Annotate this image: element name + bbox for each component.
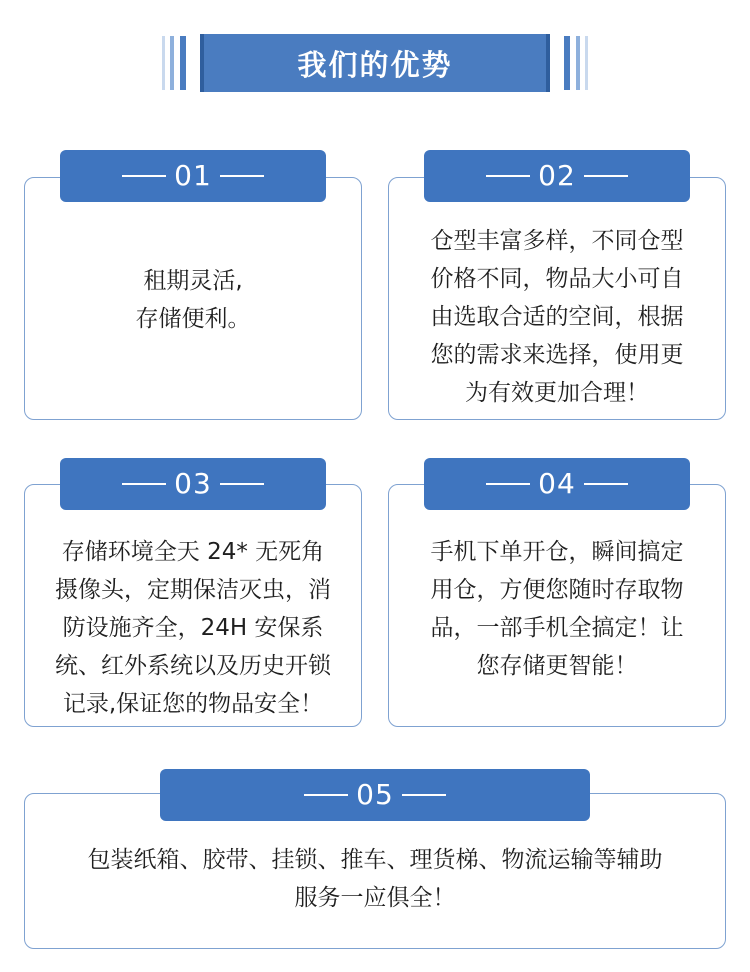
advantage-text [389,222,725,412]
title-stripe-left-3 [180,36,186,90]
text-line: 为有效更加合理！ [465,380,649,406]
text-line: 价格不同，物品大小可自 [430,266,684,292]
text-line: 仓型丰富多样，不同仓型 [430,228,684,254]
text-line: 记录,保证您的物品安全！ [62,691,324,717]
text-line: 摄像头，定期保洁灭虫，消 [55,577,331,603]
text-line: 您存储更智能！ [476,653,638,679]
text-line: 统、红外系统以及历史开锁 [55,653,331,679]
dash-left [122,483,166,485]
advantage-card-01 [24,177,362,420]
dash-left [304,794,348,796]
title-stripe-left-1 [162,36,165,90]
advantage-tab-01 [60,150,326,202]
title-stripe-left-2 [170,36,174,90]
advantage-number: 01 [174,159,212,192]
advantage-text [25,533,361,723]
title-bar [200,34,550,92]
text-line: 存储便利。 [135,306,251,332]
dash-left [122,175,166,177]
text-line: 品，一部手机全搞定！让 [430,615,684,641]
text-line: 用仓，方便您随时存取物 [430,577,684,603]
dash-right [220,175,264,177]
advantage-number: 04 [538,467,576,500]
dash-left [486,483,530,485]
advantage-number: 03 [174,467,212,500]
dash-right [584,483,628,485]
text-line: 您的需求来选择，使用更 [430,342,684,368]
dash-left [486,175,530,177]
title-stripe-right-3 [564,36,570,90]
section-title-banner [160,34,590,92]
text-line: 租期灵活, [143,268,243,294]
title-stripe-right-1 [585,36,588,90]
advantage-text [389,533,725,685]
title-stripe-right-2 [576,36,580,90]
dash-right [220,483,264,485]
advantage-card-04 [388,484,726,727]
advantage-number: 02 [538,159,576,192]
advantage-tab-04 [424,458,690,510]
advantage-card-03 [24,484,362,727]
advantage-text [25,262,361,338]
advantage-number: 05 [356,778,394,811]
text-line: 由选取合适的空间，根据 [430,304,684,330]
advantage-tab-03 [60,458,326,510]
advantage-card-02 [388,177,726,420]
advantage-tab-05 [160,769,590,821]
text-line: 防设施齐全，24H 安保系 [62,615,324,641]
text-line: 服务一应俱全！ [294,885,456,911]
advantage-tab-02 [424,150,690,202]
dash-right [584,175,628,177]
text-line: 手机下单开仓，瞬间搞定 [430,539,684,565]
text-line: 包装纸箱、胶带、挂锁、推车、理货梯、物流运输等辅助 [87,847,663,873]
text-line: 存储环境全天 24* 无死角 [61,539,325,565]
advantage-text [25,841,725,917]
dash-right [402,794,446,796]
page-title: 我们的优势 [297,47,453,82]
